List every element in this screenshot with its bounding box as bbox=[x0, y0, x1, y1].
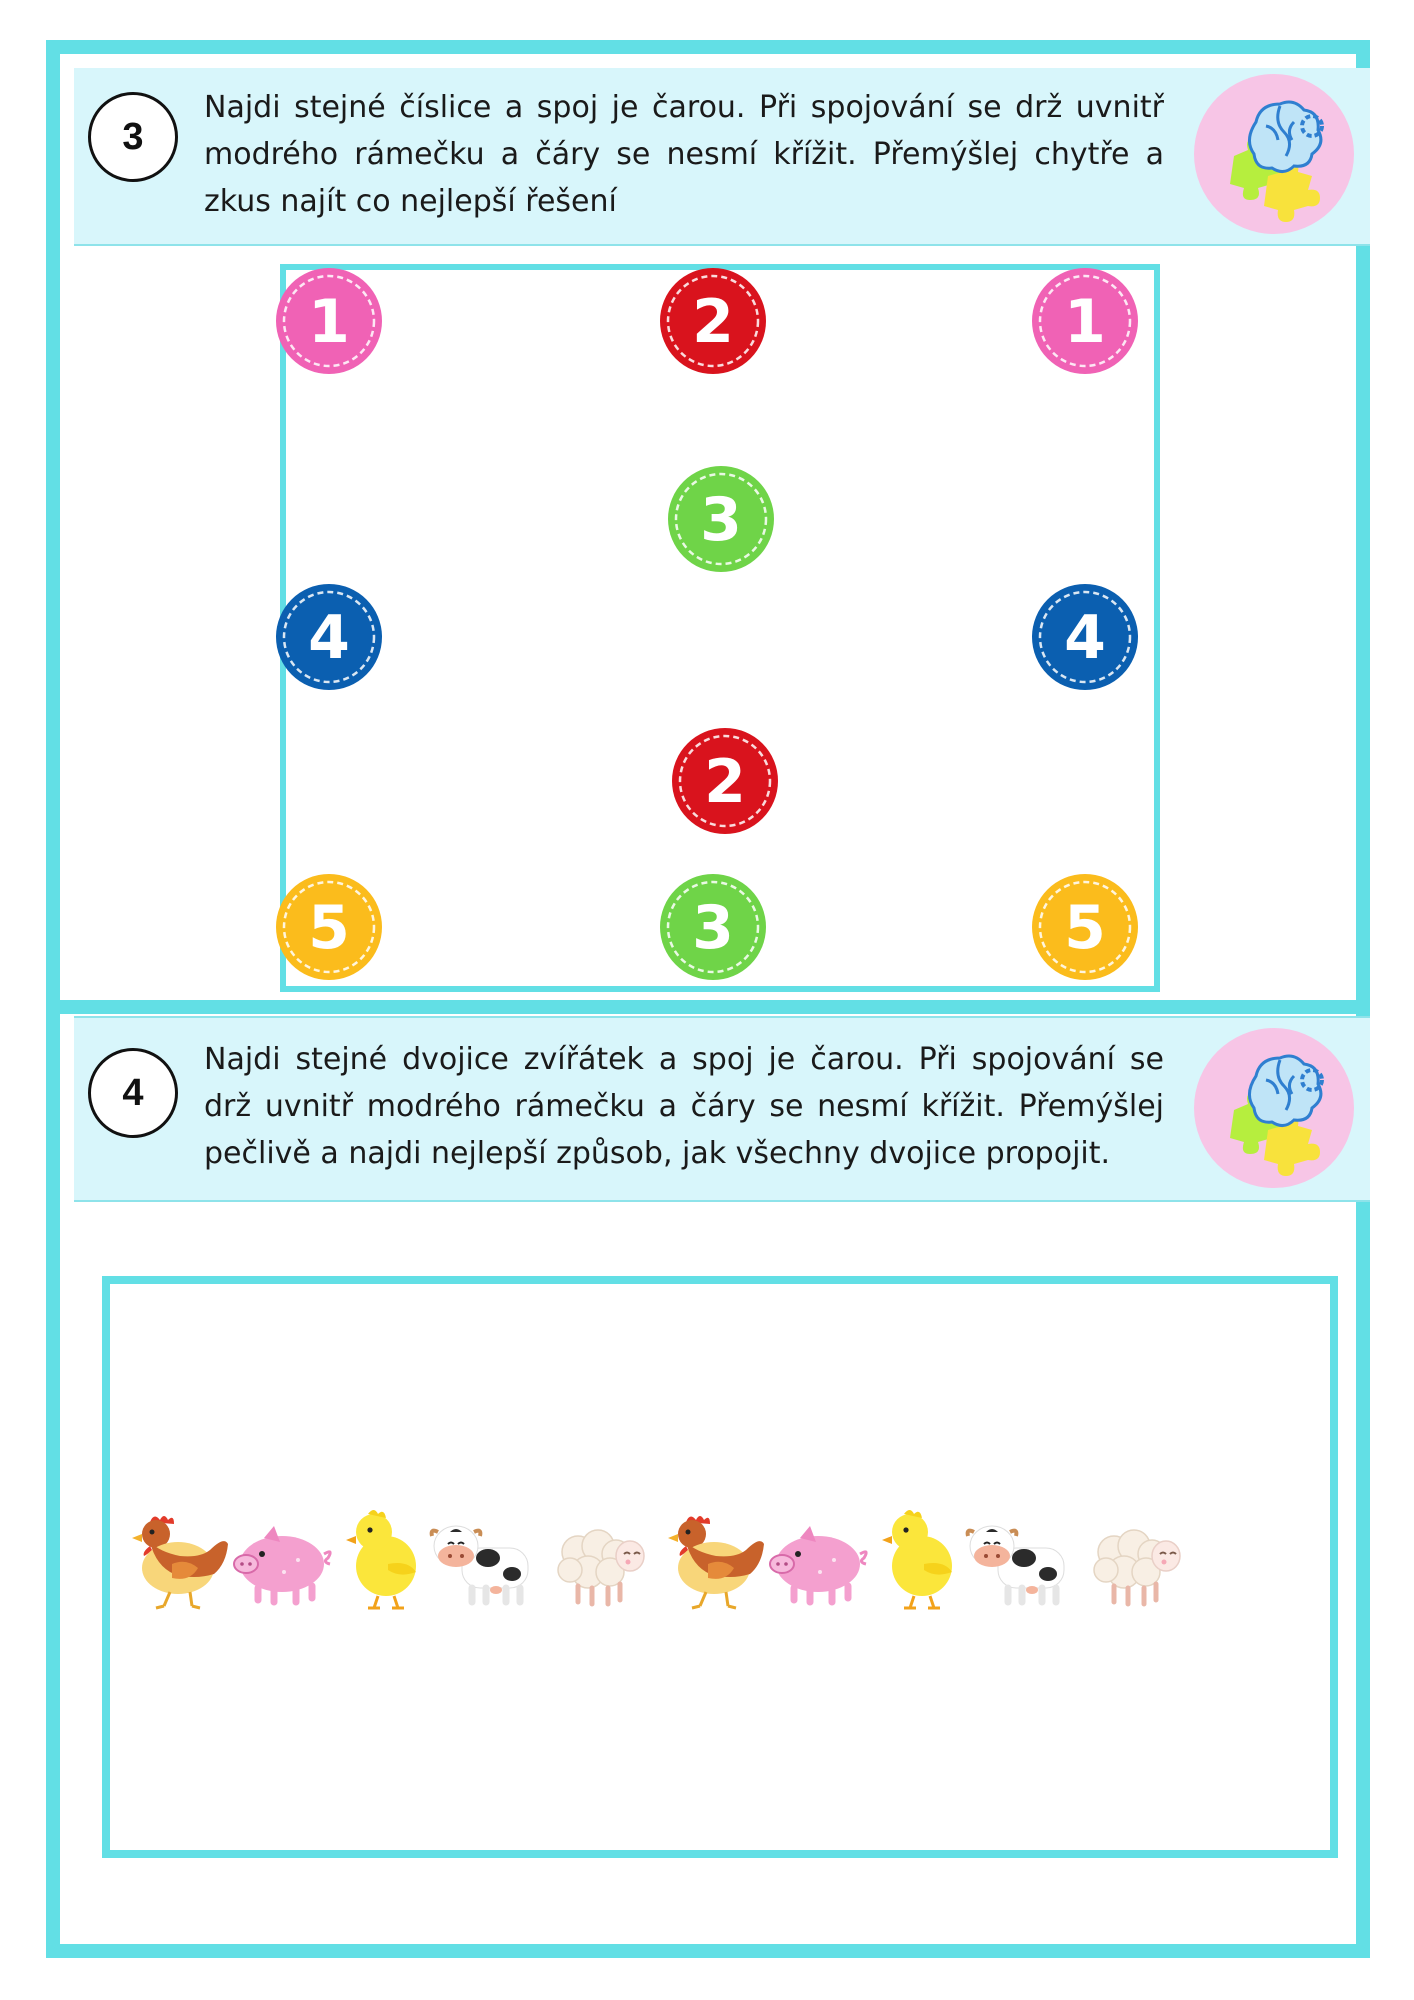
animal-group-1 bbox=[120, 1502, 660, 1632]
number-coin-label: 4 bbox=[308, 603, 350, 673]
task-number-badge: 4 bbox=[88, 1048, 178, 1138]
animal-group-2 bbox=[656, 1502, 1196, 1632]
chick-icon[interactable] bbox=[864, 1502, 974, 1617]
number-coin-label: 2 bbox=[692, 287, 734, 357]
number-coin-5[interactable] bbox=[274, 872, 384, 982]
chick-icon[interactable] bbox=[328, 1502, 438, 1617]
number-coin-label: 5 bbox=[308, 893, 350, 963]
number-coin-label: 5 bbox=[1064, 893, 1106, 963]
number-coin-3[interactable] bbox=[666, 464, 776, 574]
number-coin-label: 3 bbox=[700, 485, 742, 555]
hen-icon[interactable] bbox=[120, 1502, 230, 1617]
task-3-header bbox=[74, 68, 1370, 246]
number-coin-4[interactable] bbox=[274, 582, 384, 692]
pig-icon[interactable] bbox=[760, 1502, 870, 1617]
number-coin-label: 2 bbox=[704, 747, 746, 817]
number-coin-label: 3 bbox=[692, 893, 734, 963]
hen-icon[interactable] bbox=[656, 1502, 766, 1617]
task-3-instruction: Najdi stejné číslice a spoj je čarou. Při spojování se drž uvnitř modrého rámečku a čáry se nesmí křížit. Přemýšlej chytře a zkus najít co nejlepší řešení bbox=[204, 90, 1164, 219]
number-coin-2[interactable] bbox=[658, 266, 768, 376]
number-coin-3[interactable] bbox=[658, 872, 768, 982]
section-divider bbox=[60, 1000, 1356, 1014]
cow-icon[interactable] bbox=[426, 1502, 536, 1617]
sheep-icon[interactable] bbox=[1074, 1502, 1184, 1617]
number-coin-1[interactable] bbox=[274, 266, 384, 376]
task-4-instruction: Najdi stejné dvojice zvířátek a spoj je čarou. Při spojování se drž uvnitř modrého rámečku a čáry se nesmí křížit. Přemýšlej pečlivě a najdi nejlepší způsob, jak všechny dvojice propojit. bbox=[204, 1042, 1164, 1171]
cow-icon[interactable] bbox=[962, 1502, 1072, 1617]
brain-puzzle-icon bbox=[1194, 74, 1354, 234]
number-coin-label: 4 bbox=[1064, 603, 1106, 673]
number-coin-label: 1 bbox=[1064, 287, 1106, 357]
number-coin-5[interactable] bbox=[1030, 872, 1140, 982]
number-coin-label: 1 bbox=[308, 287, 350, 357]
number-coin-4[interactable] bbox=[1030, 582, 1140, 692]
number-coin-2[interactable] bbox=[670, 726, 780, 836]
pig-icon[interactable] bbox=[224, 1502, 334, 1617]
number-coin-1[interactable] bbox=[1030, 266, 1140, 376]
brain-puzzle-icon bbox=[1194, 1028, 1354, 1188]
task-4-header bbox=[74, 1016, 1370, 1202]
task-number-badge: 3 bbox=[88, 92, 178, 182]
worksheet-page bbox=[46, 40, 1370, 1958]
sheep-icon[interactable] bbox=[538, 1502, 648, 1617]
